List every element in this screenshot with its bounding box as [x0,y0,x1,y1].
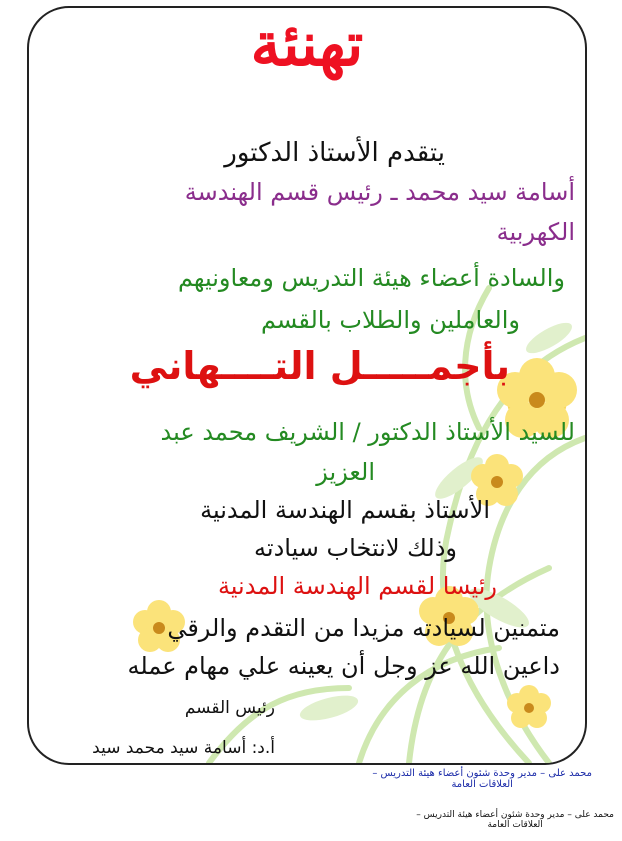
staff-line-1: والسادة أعضاء هيئة التدريس ومعاونيهم [177,264,565,292]
staff-line-2: والعاملين والطلاب بالقسم [260,306,520,334]
footer-credit-2-line-2: العلاقات العامة [487,820,543,830]
reason-line: وذلك لانتخاب سيادته [254,534,457,562]
prayer-line: داعين الله عز وجل أن يعينه علي مهام عمله [127,652,560,680]
footer-credit-1-line-1: محمد على – مدير وحدة شئون أعضاء هيئة التدريس – [372,768,592,779]
presenter-line: يتقدم الأستاذ الدكتور [224,138,445,168]
position-line: الأستاذ بقسم الهندسة المدنية [200,496,490,524]
recipient-line-1: للسيد الأستاذ الدكتور / الشريف محمد عبد [160,418,575,446]
card-title: تهنئة [250,10,364,80]
footer-credit-2-line-1: محمد على – مدير وحدة شئون أعضاء هيئة التدريس – [416,810,614,820]
new-role-line: رئيسا لقسم الهندسة المدنية [217,572,497,600]
signature-name: أ.د: أسامة سيد محمد سيد [92,738,275,758]
greeting-card [27,6,587,765]
footer-credit-1-line-2: العلاقات العامة [451,779,513,790]
recipient-line-2: العزيز [316,458,375,486]
footer-credit-2 [416,810,614,830]
wish-line: متمنين لسيادته مزيدا من التقدم والرقي [167,614,560,642]
head-name-line-1: أسامة سيد محمد ـ رئيس قسم الهندسة [184,178,575,206]
footer-credit-1 [372,768,592,790]
signature-title: رئيس القسم [184,698,275,718]
head-name-line-2: الكهربية [496,218,575,246]
best-wishes-heading: بأجمـــــل التــــهاني [129,344,510,388]
